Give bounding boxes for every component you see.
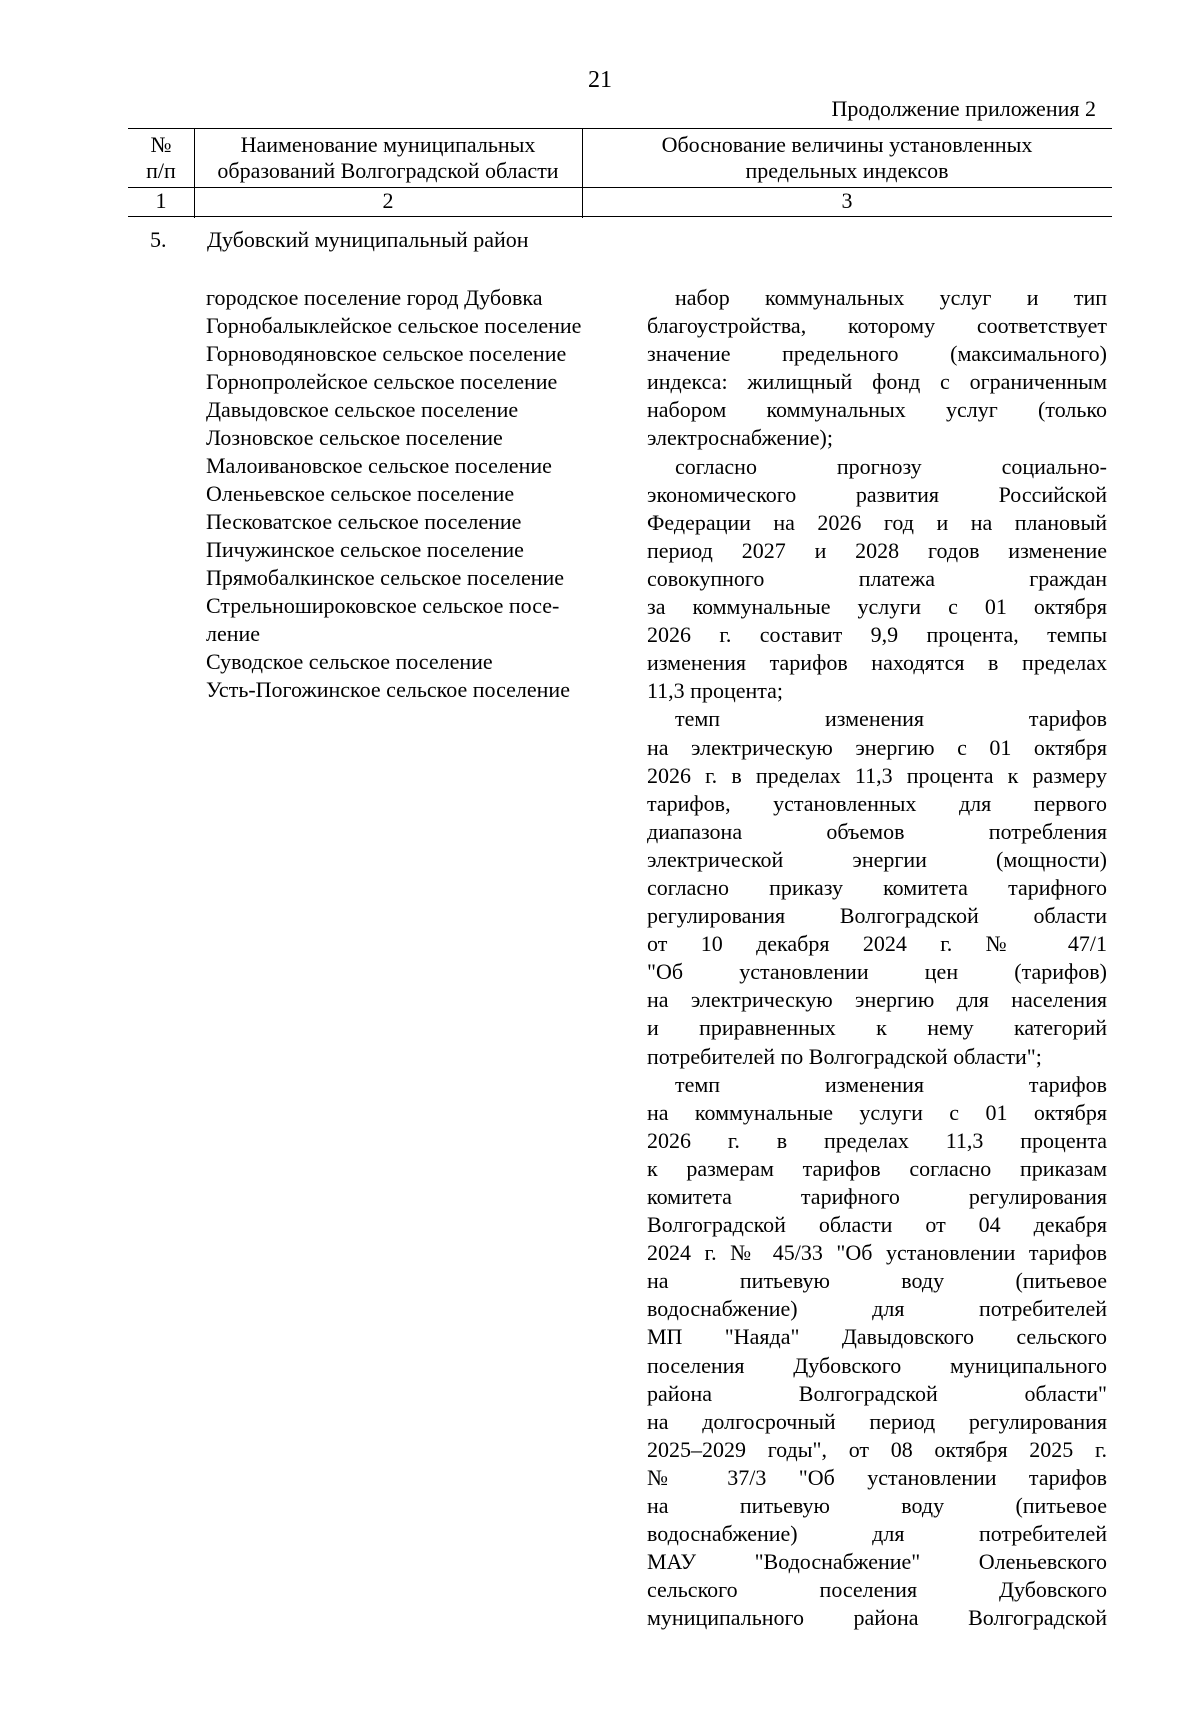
justification-line: на электрическую энергию с 01 октября xyxy=(647,734,1107,760)
settlement-item: ление xyxy=(206,621,261,646)
settlement-item: Горноводяновское сельское поселение xyxy=(206,341,567,366)
column-header-number-line1: № xyxy=(150,132,172,157)
justification-line: экономического развития Российской xyxy=(647,481,1107,507)
column-header-municipality-line1: Наименование муниципальных xyxy=(240,132,536,157)
justification-line: Федерации на 2026 год и на плановый xyxy=(647,509,1107,535)
justification-line: на питьевую воду (питьевое xyxy=(647,1493,1107,1519)
justification-line: 2026 г. в пределах 11,3 процента xyxy=(647,1127,1107,1153)
justification-line: значение предельного (максимального) xyxy=(647,341,1107,367)
section-title: Дубовский муниципальный район xyxy=(207,227,529,252)
justification-line: 2025–2029 годы", от 08 октября 2025 г. xyxy=(647,1436,1107,1462)
justification-line: период 2027 и 2028 годов изменение xyxy=(647,537,1107,563)
justification-line: комитета тарифного регулирования xyxy=(647,1184,1107,1209)
column-header-basis xyxy=(582,132,1112,184)
justification-line: согласно приказу комитета тарифного xyxy=(647,874,1107,900)
justification-line: МАУ "Водоснабжение" Оленьевского xyxy=(647,1549,1107,1575)
justification-line: к размерам тарифов согласно приказам xyxy=(647,1155,1107,1181)
settlement-item: Прямобалкинское сельское поселение xyxy=(206,565,565,590)
settlement-item: Малоивановское сельское поселение xyxy=(206,453,552,478)
settlement-item: Пичужинское сельское поселение xyxy=(206,537,524,562)
justification-line: регулирования Волгоградской области xyxy=(647,903,1107,929)
column-header-municipality-line2: образований Волгоградской области xyxy=(217,158,559,183)
justification-line: 2026 г. составит 9,9 процента, темпы xyxy=(647,622,1107,648)
justification-line: на питьевую воду (питьевое xyxy=(647,1268,1107,1294)
justification-line: темп изменения тарифов xyxy=(675,706,1107,732)
column-number-1: 1 xyxy=(155,188,167,213)
justification-line: набором коммунальных услуг (только xyxy=(647,397,1107,423)
justification-line: электроснабжение); xyxy=(647,425,833,451)
justification-line: МП "Наяда" Давыдовского сельского xyxy=(647,1324,1107,1350)
justification-line: района Волгоградской области" xyxy=(647,1380,1107,1406)
index-justification-text xyxy=(647,284,1107,1633)
settlement-item: Стрельноширoковское сельское посе- xyxy=(206,593,560,618)
settlement-item: Усть-Погожинское сельское поселение xyxy=(206,677,570,702)
justification-line: и приравненных к нему категорий xyxy=(647,1015,1107,1041)
justification-line: Волгоградской области от 04 декабря xyxy=(647,1212,1107,1238)
justification-line: на долгосрочный период регулирования xyxy=(647,1408,1107,1434)
justification-line: набор коммунальных услуг и тип xyxy=(675,285,1107,310)
column-number-3: 3 xyxy=(841,188,853,213)
justification-line: индекса: жилищный фонд с ограниченным xyxy=(647,369,1107,395)
table-header xyxy=(128,128,1112,216)
justification-line: 2024 г. № 45/33 "Об установлении тарифов xyxy=(647,1240,1107,1266)
settlement-list xyxy=(206,284,630,704)
column-number-2: 2 xyxy=(382,188,394,213)
settlement-item: Лозновское сельское поселение xyxy=(206,425,503,450)
justification-line: на электрическую энергию для населения xyxy=(647,987,1107,1013)
justification-line: водоснабжение) для потребителей xyxy=(647,1521,1107,1547)
settlement-item: Давыдовское сельское поселение xyxy=(206,397,519,422)
column-header-municipality xyxy=(194,132,582,184)
appendix-continuation-label: Продолжение приложения 2 xyxy=(831,96,1096,121)
column-header-number xyxy=(128,132,194,184)
settlement-item: городское поселение город Дубовка xyxy=(206,285,543,310)
justification-line: совокупного платежа граждан xyxy=(647,565,1107,591)
settlement-item: Суводское сельское поселение xyxy=(206,649,493,674)
settlement-item: Горнобалыклейское сельское поселение xyxy=(206,313,582,338)
justification-line: водоснабжение) для потребителей xyxy=(647,1296,1107,1322)
justification-line: сельского поселения Дубовского xyxy=(647,1577,1107,1603)
justification-line: 11,3 процента; xyxy=(647,678,784,704)
section-number: 5. xyxy=(150,227,167,252)
justification-line: изменения тарифов находятся в пределах xyxy=(647,650,1107,676)
justification-line: электрической энергии (мощности) xyxy=(647,846,1107,872)
table-bottom-border xyxy=(128,216,1112,217)
justification-line: тарифов, установленных для первого xyxy=(647,790,1107,816)
justification-line: поселения Дубовского муниципального xyxy=(647,1352,1107,1378)
justification-line: 2026 г. в пределах 11,3 процента к размеру xyxy=(647,762,1107,788)
column-header-basis-line1: Обоснование величины установленных xyxy=(661,132,1033,157)
page-number: 21 xyxy=(588,67,612,93)
justification-line: на коммунальные услуги с 01 октября xyxy=(647,1099,1107,1125)
justification-line: темп изменения тарифов xyxy=(675,1071,1107,1097)
justification-line: диапазона объемов потребления xyxy=(647,818,1107,844)
justification-line: "Об установлении цен (тарифов) xyxy=(647,959,1107,985)
justification-line: муниципального района Волгоградской xyxy=(647,1605,1107,1631)
settlement-item: Горнопролейское сельское поселение xyxy=(206,369,558,394)
column-header-basis-line2: предельных индексов xyxy=(745,158,949,183)
column-header-number-line2: п/п xyxy=(146,158,176,183)
settlement-item: Песковатское сельское поселение xyxy=(206,509,522,534)
justification-line: благоустройства, которому соответствует xyxy=(647,313,1107,339)
justification-line: согласно прогнозу социально- xyxy=(675,453,1107,479)
settlement-item: Оленьевское сельское поселение xyxy=(206,481,515,506)
justification-line: № 37/3 "Об установлении тарифов xyxy=(647,1464,1107,1490)
justification-line: от 10 декабря 2024 г. № 47/1 xyxy=(647,931,1107,957)
justification-line: за коммунальные услуги с 01 октября xyxy=(647,594,1107,620)
justification-line: потребителей по Волгоградской области"; xyxy=(647,1043,1042,1069)
table-top-border xyxy=(128,128,1112,129)
